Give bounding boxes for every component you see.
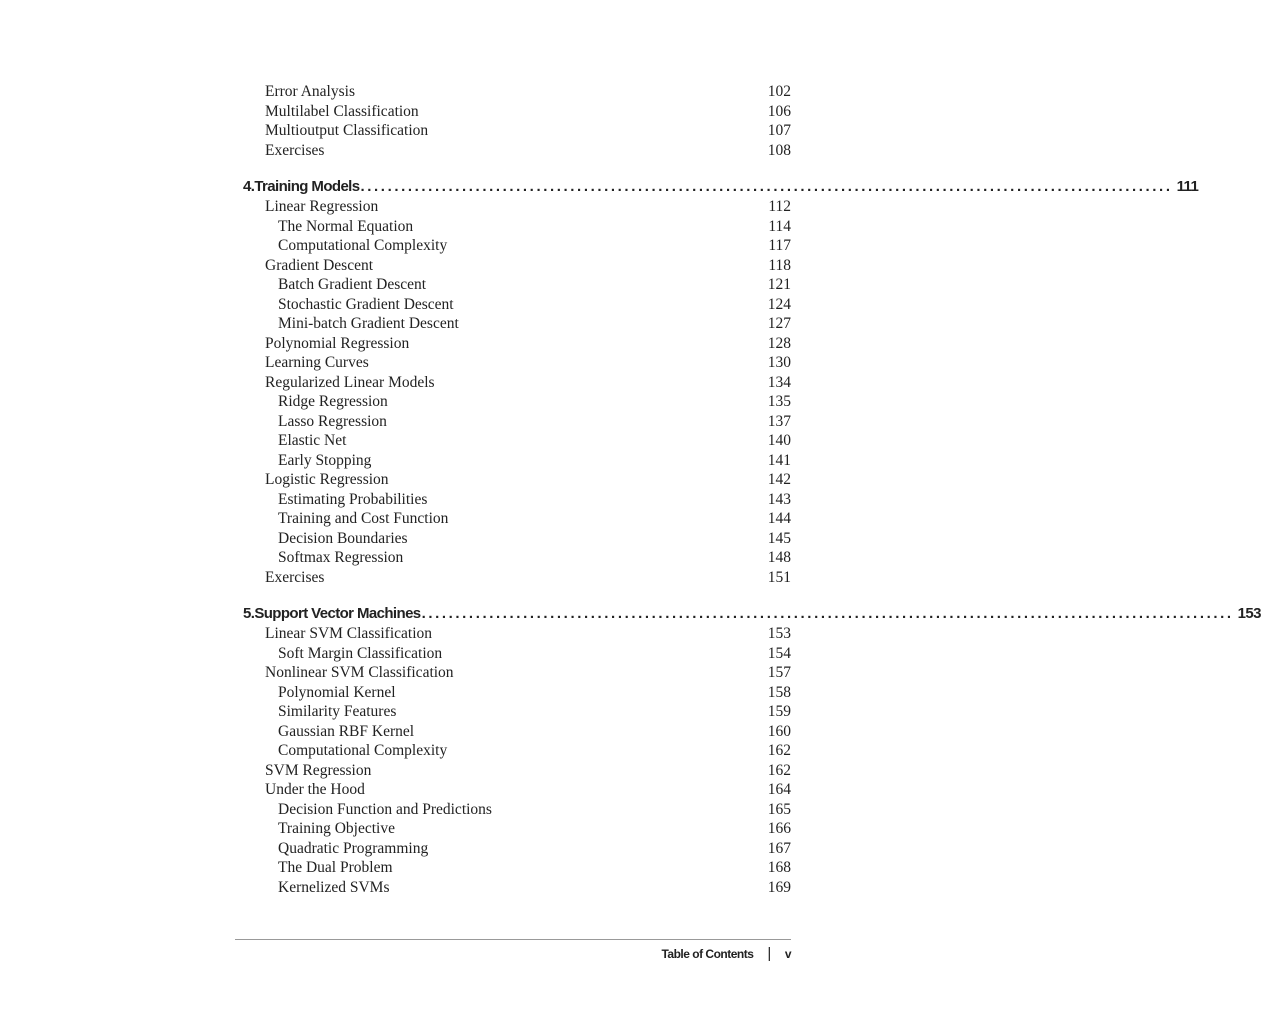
entry-title: Kernelized SVMs: [278, 878, 390, 896]
dot-leader: ........................................................................................................................: [360, 178, 1173, 195]
entry-title: The Dual Problem: [278, 859, 393, 876]
entry-page-number: 165: [767, 800, 791, 818]
entry-page-number: 158: [767, 683, 791, 701]
entry-title: Mini-batch Gradient Descent: [278, 315, 459, 332]
entry-title: Batch Gradient Descent: [278, 276, 427, 293]
entry-page-number: 107: [767, 122, 791, 139]
entry-page-number: 137: [767, 412, 791, 430]
chapter-title: Support Vector Machines: [254, 605, 421, 622]
chapter-page-number: 153: [1237, 605, 1261, 622]
toc-section-entry[interactable]: [235, 761, 791, 781]
entry-title: Linear Regression: [265, 198, 379, 215]
entry-page-number: 148: [767, 549, 791, 566]
toc-subsection-entry[interactable]: [235, 451, 791, 471]
entry-title: Exercises: [265, 568, 325, 586]
entry-title: Logistic Regression: [265, 471, 389, 488]
entry-page-number: 162: [767, 761, 791, 779]
chapter-number: 4.: [243, 178, 255, 195]
entry-title: Polynomial Regression: [265, 334, 410, 352]
entry-page-number: 145: [767, 529, 791, 547]
entry-page-number: 141: [767, 451, 791, 469]
toc-subsection-entry[interactable]: [235, 295, 791, 315]
footer-page-number: v: [784, 946, 791, 961]
toc-subsection-entry[interactable]: [235, 217, 791, 237]
toc-subsection-entry[interactable]: [235, 275, 791, 295]
toc-section-entry[interactable]: [235, 353, 791, 373]
entry-title: Gaussian RBF Kernel: [278, 722, 415, 740]
entry-title: Gradient Descent: [265, 256, 374, 274]
entry-page-number: 124: [767, 295, 791, 313]
entry-page-number: 112: [768, 198, 791, 215]
toc-subsection-entry[interactable]: [235, 722, 791, 742]
footer-rule: [235, 939, 791, 940]
entry-page-number: 127: [767, 315, 791, 332]
entry-title: Ridge Regression: [278, 393, 388, 410]
entry-page-number: 118: [768, 256, 791, 274]
entry-title: Decision Boundaries: [278, 529, 408, 547]
toc-subsection-entry[interactable]: [235, 839, 791, 859]
toc-subsection-entry[interactable]: [235, 431, 791, 451]
chapter-page-number: 111: [1176, 178, 1199, 195]
entry-title: Computational Complexity: [278, 742, 448, 759]
footer-separator: |: [767, 945, 771, 962]
chapter-heading[interactable]: [235, 604, 1261, 624]
entry-title: Nonlinear SVM Classification: [265, 664, 454, 681]
entry-page-number: 167: [767, 839, 791, 857]
entry-title: Multilabel Classification: [265, 102, 419, 120]
entry-page-number: 154: [767, 644, 791, 662]
entry-page-number: 157: [767, 664, 791, 681]
toc-subsection-entry[interactable]: [235, 858, 791, 878]
entry-title: Similarity Features: [278, 703, 397, 720]
entry-page-number: 144: [767, 510, 791, 527]
toc-subsection-entry[interactable]: [235, 878, 791, 898]
entry-page-number: 153: [767, 625, 791, 642]
toc-section-entry[interactable]: [235, 373, 791, 393]
entry-page-number: 128: [767, 334, 791, 352]
chapter-heading[interactable]: [235, 177, 1199, 197]
toc-section-entry[interactable]: [235, 197, 791, 217]
entry-title: Training Objective: [278, 820, 395, 837]
entry-page-number: 168: [767, 859, 791, 876]
entry-title: Quadratic Programming: [278, 839, 429, 857]
entry-page-number: 117: [768, 237, 791, 254]
entry-title: Computational Complexity: [278, 237, 448, 254]
entry-title: Stochastic Gradient Descent: [278, 295, 454, 313]
entry-title: Training and Cost Function: [278, 510, 449, 527]
entry-page-number: 160: [767, 722, 791, 740]
entry-page-number: 143: [767, 490, 791, 508]
toc-subsection-entry[interactable]: [235, 644, 791, 664]
toc-subsection-entry[interactable]: [235, 392, 791, 412]
toc-subsection-entry[interactable]: [235, 683, 791, 703]
toc-section-entry[interactable]: [235, 334, 791, 354]
entry-page-number: 114: [768, 217, 791, 235]
dot-leader: ........................................................................................................................: [421, 605, 1234, 622]
toc-section-entry[interactable]: [235, 82, 791, 102]
entry-title: Exercises: [265, 141, 325, 159]
entry-title: Estimating Probabilities: [278, 490, 428, 508]
entry-page-number: 102: [767, 83, 791, 100]
toc-section-entry[interactable]: [235, 568, 791, 588]
toc-subsection-entry[interactable]: [235, 529, 791, 549]
entry-title: Linear SVM Classification: [265, 625, 433, 642]
entry-title: Early Stopping: [278, 451, 372, 469]
entry-title: Under the Hood: [265, 781, 365, 798]
entry-page-number: 166: [767, 820, 791, 837]
entry-page-number: 134: [767, 373, 791, 391]
toc-subsection-entry[interactable]: [235, 702, 791, 722]
entry-page-number: 140: [767, 432, 791, 449]
toc-subsection-entry[interactable]: [235, 548, 791, 568]
toc-subsection-entry[interactable]: [235, 314, 791, 334]
entry-page-number: 159: [767, 703, 791, 720]
toc-subsection-entry[interactable]: [235, 819, 791, 839]
entry-page-number: 106: [767, 102, 791, 120]
footer-label: Table of Contents: [661, 946, 754, 961]
entry-page-number: 121: [767, 276, 791, 293]
entry-page-number: 169: [767, 878, 791, 896]
entry-title: Elastic Net: [278, 432, 347, 449]
entry-page-number: 162: [767, 742, 791, 759]
entry-page-number: 142: [767, 471, 791, 488]
entry-title: Polynomial Kernel: [278, 683, 396, 701]
toc-subsection-entry[interactable]: [235, 800, 791, 820]
entry-page-number: 164: [767, 781, 791, 798]
toc-section-entry[interactable]: [235, 470, 791, 490]
toc-section-entry[interactable]: [235, 663, 791, 683]
page-footer: [661, 945, 791, 962]
toc-section-entry[interactable]: [235, 102, 791, 122]
entry-title: SVM Regression: [265, 761, 372, 779]
table-of-contents: [235, 82, 1261, 897]
toc-section-entry[interactable]: [235, 624, 791, 644]
chapter-title: Training Models: [254, 178, 360, 195]
entry-title: Learning Curves: [265, 354, 369, 371]
entry-page-number: 108: [767, 141, 791, 159]
toc-section-entry[interactable]: [235, 780, 791, 800]
toc-subsection-entry[interactable]: [235, 412, 791, 432]
toc-subsection-entry[interactable]: [235, 490, 791, 510]
entry-title: Lasso Regression: [278, 412, 387, 430]
entry-page-number: 151: [767, 568, 791, 586]
entry-page-number: 135: [767, 393, 791, 410]
entry-page-number: 130: [767, 354, 791, 371]
toc-subsection-entry[interactable]: [235, 236, 791, 256]
entry-title: Decision Function and Predictions: [278, 800, 492, 818]
entry-title: Soft Margin Classification: [278, 644, 443, 662]
toc-subsection-entry[interactable]: [235, 741, 791, 761]
chapter-number: 5.: [243, 605, 255, 622]
toc-section-entry[interactable]: [235, 121, 791, 141]
toc-section-entry[interactable]: [235, 141, 791, 161]
entry-title: Error Analysis: [265, 83, 355, 100]
entry-title: The Normal Equation: [278, 217, 414, 235]
entry-title: Softmax Regression: [278, 549, 404, 566]
toc-subsection-entry[interactable]: [235, 509, 791, 529]
entry-title: Multioutput Classification: [265, 122, 429, 139]
entry-title: Regularized Linear Models: [265, 373, 435, 391]
toc-section-entry[interactable]: [235, 256, 791, 276]
